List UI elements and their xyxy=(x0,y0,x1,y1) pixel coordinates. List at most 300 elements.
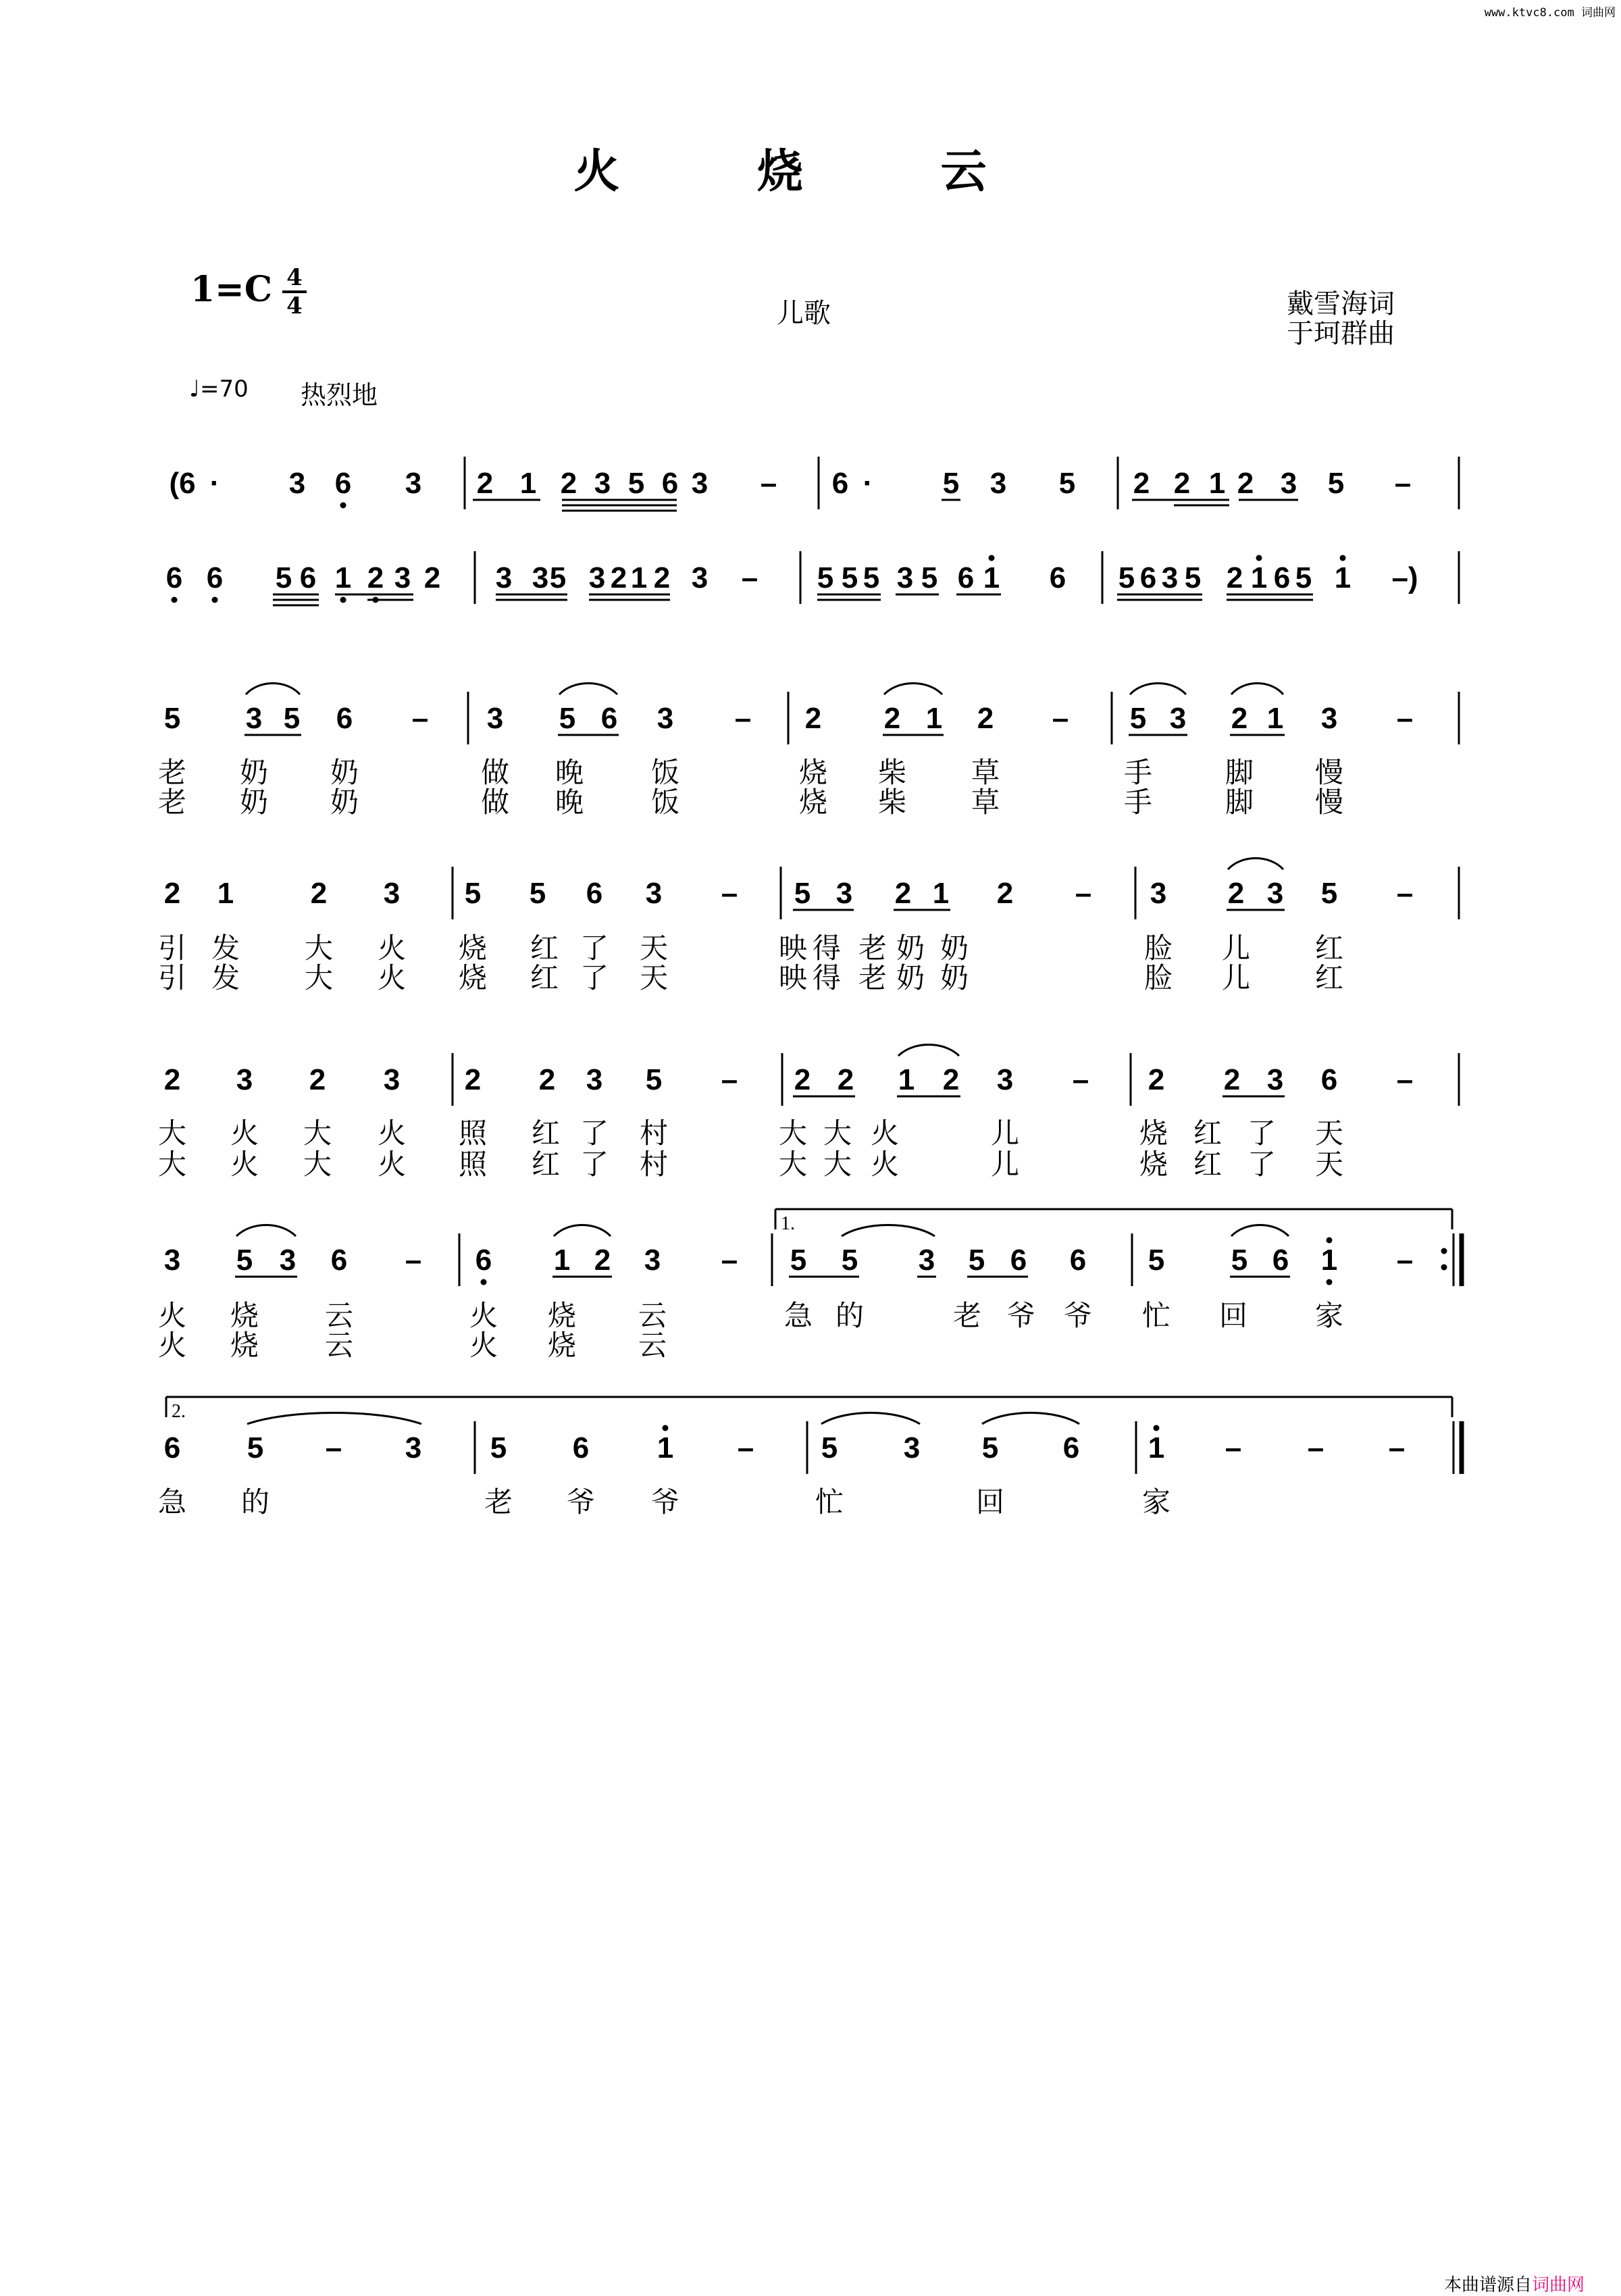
note: 3 xyxy=(383,1063,401,1096)
lyric-verse2: 引 xyxy=(157,961,187,994)
note: 3 xyxy=(918,1244,935,1277)
lyric-verse1: 回 xyxy=(975,1485,1005,1519)
note: – xyxy=(405,1244,422,1277)
note: 5 xyxy=(464,877,482,910)
lyric-verse2: 做 xyxy=(480,786,510,819)
note: 3 xyxy=(896,561,914,594)
note: 3 xyxy=(903,1431,921,1464)
note: 5 xyxy=(1058,467,1076,500)
note: 2 xyxy=(309,1063,326,1096)
note: 1 xyxy=(1208,467,1226,500)
note: 2 xyxy=(794,1063,811,1096)
note: 2 xyxy=(1223,1063,1241,1096)
lyric-verse2: 映 xyxy=(778,961,808,994)
note: – xyxy=(1072,1063,1089,1096)
lyric-verse2: 晚 xyxy=(555,786,584,819)
expression-marking: 热烈地 xyxy=(301,380,378,410)
note: 2 xyxy=(1173,467,1191,500)
lyric-verse2: 烧 xyxy=(798,786,828,819)
note: 5 xyxy=(645,1063,663,1096)
note: 5 xyxy=(817,561,834,594)
note: 5 xyxy=(841,561,858,594)
note: 5 xyxy=(921,561,938,594)
lyric-verse1: 忙 xyxy=(1141,1299,1171,1332)
footer-site-name: 词曲网 xyxy=(1532,2275,1585,2295)
note: 5 xyxy=(627,467,645,500)
note: 3 xyxy=(245,702,263,735)
note: 1 xyxy=(630,561,648,594)
note: · xyxy=(863,467,873,500)
note: 2 xyxy=(996,877,1014,910)
note: 5 xyxy=(1295,561,1312,594)
note: – xyxy=(1052,702,1069,735)
note: 3 xyxy=(588,561,606,594)
note: 2 xyxy=(1148,1063,1165,1096)
lyric-verse1: 慢 xyxy=(1314,756,1344,789)
note: 5 xyxy=(942,467,960,500)
lyric-verse2: 红 xyxy=(531,1148,561,1181)
volta-label: 2. xyxy=(172,1401,186,1422)
lyric-verse1: 老 xyxy=(157,756,187,789)
note: 3 xyxy=(644,1244,661,1277)
note: 3 xyxy=(1320,702,1338,735)
lyric-verse2: 了 xyxy=(580,1148,609,1181)
note: 2 xyxy=(1237,467,1254,500)
note: 3 xyxy=(586,1063,603,1096)
note: 2 xyxy=(594,1244,611,1277)
lyric-verse2: 了 xyxy=(1247,1148,1277,1181)
note: 3 xyxy=(1161,561,1179,594)
note: – xyxy=(1307,1431,1324,1464)
lyric-verse2: 奶 xyxy=(896,961,925,994)
lyric-verse1: 忙 xyxy=(815,1485,844,1519)
lyric-verse1: 大 xyxy=(304,932,334,965)
note: – xyxy=(734,702,752,735)
slur-arc xyxy=(898,1045,959,1056)
note: 5 xyxy=(981,1431,999,1464)
note: – xyxy=(1388,1431,1406,1464)
note: 6 xyxy=(334,467,352,500)
note: 2 xyxy=(977,702,994,735)
note: – xyxy=(1394,467,1412,500)
note-low-dot xyxy=(172,597,178,603)
note: 1 xyxy=(1320,1244,1338,1277)
note: 1 xyxy=(1266,702,1284,735)
note: 1 xyxy=(1334,561,1352,594)
repeat-dot xyxy=(1441,1265,1447,1271)
lyric-verse2: 云 xyxy=(638,1329,667,1362)
note: 3 xyxy=(495,561,513,594)
note: 2 xyxy=(163,1063,181,1096)
lyric-verse2: 村 xyxy=(639,1148,669,1181)
note: 5 xyxy=(1118,561,1135,594)
lyric-verse2: 烧 xyxy=(1139,1148,1168,1181)
note: 3 xyxy=(163,1244,181,1277)
note: 3 xyxy=(1150,877,1167,910)
slur-arc xyxy=(246,684,300,695)
note: 2 xyxy=(1226,561,1243,594)
lyricist-credit: 戴雪海词 xyxy=(1287,288,1395,320)
lyric-verse1: 大 xyxy=(778,1117,808,1150)
slur-arc xyxy=(236,1225,296,1237)
note: 3 xyxy=(645,877,663,910)
note: 2 xyxy=(560,467,577,500)
genre-label: 儿歌 xyxy=(777,298,831,329)
note: 5 xyxy=(163,702,181,735)
note: 2 xyxy=(610,561,627,594)
slur-arc xyxy=(559,684,617,695)
note: 3 xyxy=(405,1431,422,1464)
note: 5 xyxy=(841,1244,858,1277)
note: – xyxy=(760,467,777,500)
lyric-verse2: 得 xyxy=(812,961,842,994)
note: – xyxy=(1396,1244,1414,1277)
note: 3 xyxy=(1169,702,1187,735)
watermark: www.ktvc8.com 词曲网 xyxy=(1484,6,1616,20)
note: 6 xyxy=(475,1244,492,1277)
lyric-verse2: 柴 xyxy=(877,786,907,819)
note: 6 xyxy=(1139,561,1157,594)
lyric-verse1: 奶 xyxy=(239,756,269,789)
lyric-verse1: 爷 xyxy=(1006,1299,1036,1332)
note: 1 xyxy=(334,561,352,594)
slur-arc xyxy=(1231,1225,1289,1237)
lyric-verse2: 红 xyxy=(530,961,559,994)
note: 6 xyxy=(299,561,317,594)
slur-arc xyxy=(821,1413,920,1425)
note: 3 xyxy=(486,702,504,735)
lyric-verse1: 烧 xyxy=(547,1299,577,1332)
note: –) xyxy=(1391,561,1418,594)
lyric-verse2: 儿 xyxy=(1221,961,1251,994)
note: 3 xyxy=(383,877,401,910)
lyric-verse1: 映 xyxy=(778,932,808,965)
lyric-verse1: 红 xyxy=(530,932,559,965)
note: 6 xyxy=(206,561,224,594)
note: – xyxy=(741,561,758,594)
lyric-verse1: 得 xyxy=(812,932,842,965)
time-sig-bottom: 4 xyxy=(286,292,303,320)
lyric-verse2: 草 xyxy=(971,786,1000,819)
lyric-verse1: 了 xyxy=(1247,1117,1277,1150)
note: 6 xyxy=(1273,561,1291,594)
lyric-verse1: 红 xyxy=(531,1117,561,1150)
note: 6 xyxy=(1069,1244,1087,1277)
lyric-verse1: 脸 xyxy=(1143,932,1173,965)
note: – xyxy=(325,1431,342,1464)
note: 5 xyxy=(549,561,567,594)
lyric-verse1: 家 xyxy=(1141,1485,1171,1519)
note: 3 xyxy=(1266,1063,1284,1096)
note: 6 xyxy=(1062,1431,1080,1464)
lyric-verse2: 照 xyxy=(458,1148,488,1181)
note: 6 xyxy=(600,702,618,735)
lyric-verse2: 大 xyxy=(303,1148,332,1181)
lyric-verse1: 火 xyxy=(870,1117,900,1150)
lyric-verse2: 大 xyxy=(157,1148,187,1181)
lyric-verse1: 手 xyxy=(1123,756,1153,789)
lyric-verse2: 火 xyxy=(870,1148,900,1181)
note: 3 xyxy=(989,467,1007,500)
lyric-verse1: 老 xyxy=(858,932,887,965)
note: 3 xyxy=(279,1244,297,1277)
slur-arc xyxy=(554,1225,611,1237)
note: 2 xyxy=(942,1063,960,1096)
note-high-dot xyxy=(989,555,995,561)
note: 1 xyxy=(657,1431,674,1464)
slur-arc xyxy=(1228,859,1283,870)
lyric-verse1: 村 xyxy=(639,1117,669,1150)
note: 3 xyxy=(1266,877,1284,910)
lyric-verse1: 儿 xyxy=(1221,932,1251,965)
lyric-verse2: 老 xyxy=(157,786,187,819)
lyric-verse1: 急 xyxy=(783,1299,813,1332)
note: 5 xyxy=(529,877,546,910)
lyric-verse2: 饭 xyxy=(650,786,680,819)
note: 5 xyxy=(968,1244,985,1277)
note: 1 xyxy=(1250,561,1268,594)
lyric-verse2: 老 xyxy=(858,961,887,994)
note: 6 xyxy=(1320,1063,1338,1096)
slur-arc xyxy=(842,1225,935,1237)
lyric-verse1: 了 xyxy=(580,932,609,965)
lyric-verse2: 奶 xyxy=(330,786,359,819)
lyric-verse1: 奶 xyxy=(940,932,969,965)
lyric-verse1: 烧 xyxy=(458,932,488,965)
note: 3 xyxy=(405,467,422,500)
note: 5 xyxy=(863,561,880,594)
lyric-verse1: 的 xyxy=(240,1485,270,1519)
note: – xyxy=(737,1431,754,1464)
note: – xyxy=(1225,1431,1242,1464)
lyric-verse2: 大 xyxy=(823,1148,852,1181)
note: 5 xyxy=(1184,561,1202,594)
note: 5 xyxy=(821,1431,838,1464)
note: 3 xyxy=(691,467,709,500)
note-low-dot xyxy=(340,597,346,603)
lyric-verse1: 烧 xyxy=(1139,1117,1168,1150)
lyric-verse1: 奶 xyxy=(896,932,925,965)
note: 3 xyxy=(236,1063,253,1096)
lyric-verse1: 火 xyxy=(157,1299,187,1332)
note: 5 xyxy=(794,877,811,910)
lyric-verse2: 天 xyxy=(639,961,669,994)
note: – xyxy=(1396,877,1414,910)
note: 5 xyxy=(283,702,301,735)
slur-arc xyxy=(247,1413,421,1425)
lyric-verse2: 脸 xyxy=(1143,961,1173,994)
lyric-verse2: 火 xyxy=(377,961,407,994)
lyric-verse1: 云 xyxy=(638,1299,667,1332)
lyric-verse1: 了 xyxy=(580,1117,609,1150)
note: 6 xyxy=(1272,1244,1289,1277)
note: 6 xyxy=(957,561,975,594)
note: 5 xyxy=(1320,877,1338,910)
note: 2 xyxy=(804,702,822,735)
note: 3 xyxy=(532,561,549,594)
lyric-verse1: 云 xyxy=(324,1299,354,1332)
lyric-verse2: 奶 xyxy=(940,961,969,994)
slur-arc xyxy=(1130,684,1186,695)
composer-credit: 于珂群曲 xyxy=(1287,318,1395,349)
note-high-dot xyxy=(1340,555,1346,561)
lyric-verse1: 烧 xyxy=(798,756,828,789)
lyric-verse2: 脚 xyxy=(1225,786,1254,819)
lyric-verse1: 火 xyxy=(230,1117,259,1150)
lyric-verse2: 烧 xyxy=(458,961,488,994)
slur-arc xyxy=(1231,684,1283,695)
lyric-verse1: 老 xyxy=(952,1299,982,1332)
lyric-verse1: 天 xyxy=(1314,1117,1344,1150)
note: 5 xyxy=(1327,467,1345,500)
lyric-verse1: 家 xyxy=(1314,1299,1344,1332)
note: 5 xyxy=(247,1431,264,1464)
note: 6 xyxy=(165,561,183,594)
lyric-verse1: 草 xyxy=(971,756,1000,789)
lyric-verse1: 爷 xyxy=(650,1485,680,1519)
lyric-verse1: 烧 xyxy=(230,1299,259,1332)
note: 2 xyxy=(894,877,912,910)
note-high-dot xyxy=(1256,555,1262,561)
footer-source xyxy=(1444,2271,1585,2296)
note: 2 xyxy=(476,467,494,500)
lyric-verse2: 手 xyxy=(1123,786,1153,819)
repeat-dot xyxy=(1441,1248,1447,1254)
lyric-verse1: 大 xyxy=(823,1117,852,1150)
song-title: 火 烧 云 xyxy=(573,145,1048,199)
note: 2 xyxy=(1231,702,1248,735)
lyric-verse1: 爷 xyxy=(566,1485,596,1519)
lyric-verse1: 回 xyxy=(1218,1299,1248,1332)
lyric-verse1: 天 xyxy=(639,932,669,965)
lyric-verse2: 慢 xyxy=(1314,786,1344,819)
note: 1 xyxy=(1148,1431,1165,1464)
note: 2 xyxy=(653,561,671,594)
note: 3 xyxy=(657,702,674,735)
note: 2 xyxy=(883,702,901,735)
lyric-verse1: 的 xyxy=(835,1299,865,1332)
note: 6 xyxy=(163,1431,181,1464)
note: 2 xyxy=(464,1063,482,1096)
note: 5 xyxy=(236,1244,253,1277)
note-high-dot xyxy=(1327,1238,1333,1244)
footer-source-label: 本曲谱源自 xyxy=(1444,2275,1533,2295)
lyric-verse1: 脚 xyxy=(1225,756,1254,789)
lyric-verse1: 奶 xyxy=(330,756,359,789)
volta-label: 1. xyxy=(781,1213,795,1234)
note: – xyxy=(1075,877,1092,910)
note: 3 xyxy=(1280,467,1297,500)
lyric-verse1: 做 xyxy=(480,756,510,789)
lyric-verse1: 照 xyxy=(458,1117,488,1150)
note: 5 xyxy=(559,702,576,735)
lyric-verse2: 儿 xyxy=(990,1148,1020,1181)
note: 5 xyxy=(1129,702,1147,735)
note: 6 xyxy=(661,467,679,500)
lyric-verse2: 火 xyxy=(157,1329,187,1362)
slur-arc xyxy=(982,1413,1079,1425)
note: – xyxy=(411,702,429,735)
note: 2 xyxy=(163,877,181,910)
lyric-verse2: 云 xyxy=(324,1329,354,1362)
lyric-verse1: 火 xyxy=(377,932,407,965)
lyric-verse1: 火 xyxy=(469,1299,498,1332)
note: – xyxy=(721,1244,738,1277)
note: 6 xyxy=(336,702,353,735)
note: 6 xyxy=(1010,1244,1027,1277)
lyric-verse1: 柴 xyxy=(877,756,907,789)
lyric-verse1: 老 xyxy=(484,1485,513,1519)
lyric-verse2: 了 xyxy=(580,961,609,994)
note-low-dot xyxy=(340,503,346,509)
lyric-verse1: 发 xyxy=(211,932,240,965)
lyric-verse2: 火 xyxy=(469,1329,498,1362)
note: 2 xyxy=(837,1063,854,1096)
note-high-dot xyxy=(663,1425,669,1431)
note: 1 xyxy=(519,467,537,500)
note: 2 xyxy=(367,561,384,594)
note: 1 xyxy=(932,877,950,910)
lyric-verse1: 红 xyxy=(1314,932,1344,965)
note-low-dot xyxy=(481,1279,487,1285)
note: 1 xyxy=(553,1244,571,1277)
note: 3 xyxy=(835,877,853,910)
lyric-verse2: 大 xyxy=(304,961,334,994)
note: · xyxy=(209,467,220,500)
note: 6 xyxy=(330,1244,348,1277)
note: 1 xyxy=(898,1063,915,1096)
lyric-verse1: 晚 xyxy=(555,756,584,789)
lyric-verse1: 急 xyxy=(157,1485,187,1519)
lyric-verse1: 火 xyxy=(377,1117,407,1150)
lyric-verse2: 奶 xyxy=(239,786,269,819)
lyric-verse1: 大 xyxy=(157,1117,187,1150)
lyric-verse2: 发 xyxy=(211,961,240,994)
time-sig-top: 4 xyxy=(286,264,303,291)
lyric-verse1: 饭 xyxy=(650,756,680,789)
lyric-verse2: 火 xyxy=(230,1148,259,1181)
note: 5 xyxy=(790,1244,807,1277)
note: (6 xyxy=(169,467,196,500)
note: – xyxy=(1396,1063,1414,1096)
note: 1 xyxy=(925,702,943,735)
lyric-verse1: 儿 xyxy=(990,1117,1020,1150)
note: 1 xyxy=(217,877,234,910)
note: 1 xyxy=(983,561,1000,594)
note: 2 xyxy=(1227,877,1245,910)
lyric-verse1: 大 xyxy=(303,1117,332,1150)
note: 6 xyxy=(586,877,603,910)
lyric-verse2: 烧 xyxy=(230,1329,259,1362)
note: 5 xyxy=(490,1431,507,1464)
lyric-verse2: 火 xyxy=(377,1148,407,1181)
slur-arc xyxy=(884,684,942,695)
lyric-verse2: 大 xyxy=(778,1148,808,1181)
note: 3 xyxy=(594,467,611,500)
lyric-verse2: 红 xyxy=(1193,1148,1223,1181)
note: – xyxy=(721,1063,738,1096)
note: 6 xyxy=(572,1431,590,1464)
note: – xyxy=(721,877,738,910)
note: 5 xyxy=(1231,1244,1248,1277)
note: 3 xyxy=(691,561,709,594)
note: 6 xyxy=(1049,561,1066,594)
note: 2 xyxy=(1133,467,1150,500)
lyric-verse1: 红 xyxy=(1193,1117,1223,1150)
tempo-marking: ♩=70 xyxy=(189,376,249,403)
note: 2 xyxy=(538,1063,556,1096)
lyric-verse1: 爷 xyxy=(1063,1299,1093,1332)
